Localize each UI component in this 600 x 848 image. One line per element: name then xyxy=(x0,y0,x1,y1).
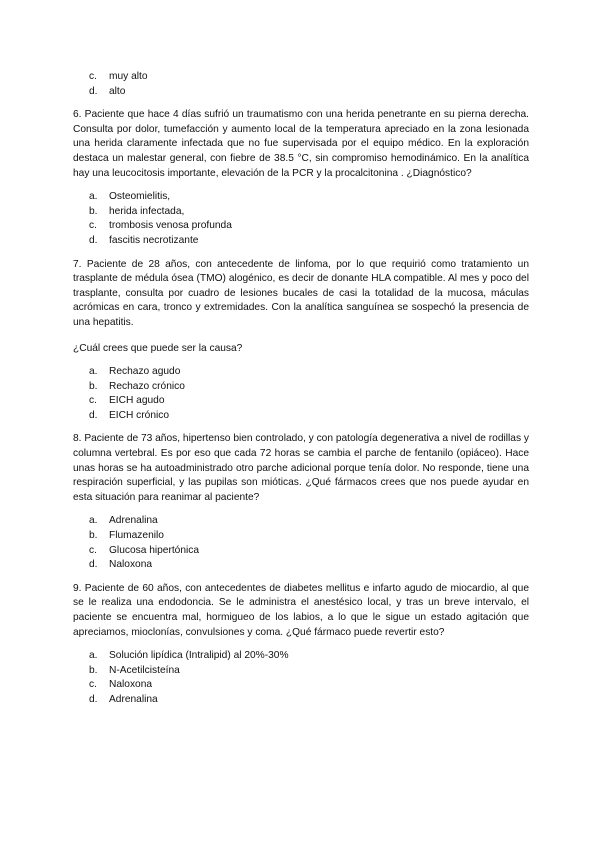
question-8-options xyxy=(73,514,529,572)
question-8-text: 8. Paciente de 73 años, hipertenso bien controlado, y con patología degenerativa a nivel de rodillas y columna vertebral. Es por eso que cada 72 horas se cambia el parche de fentanilo (opiáceo). Hace unas horas se ha autoadministrado otro parche adicional porque tenía dolor. No responde, tiene una respiración superficial, y las pupilas son mióticas. ¿Qué fármacos crees que nos puede ayudar en esta situación para reanimar al paciente? xyxy=(73,433,529,503)
list-item xyxy=(73,234,529,249)
option-marker: a. xyxy=(89,515,98,527)
option-text: EICH agudo xyxy=(109,395,165,407)
option-text: fascitis necrotizante xyxy=(109,234,199,246)
option-marker: a. xyxy=(89,191,98,203)
list-item xyxy=(73,85,529,100)
question-6-options xyxy=(73,190,529,248)
list-item xyxy=(73,365,529,380)
option-text: Naloxona xyxy=(109,679,153,691)
option-marker: b. xyxy=(89,530,98,542)
list-item xyxy=(73,649,529,664)
list-item xyxy=(73,664,529,679)
option-text: Naloxona xyxy=(109,559,153,571)
option-text: Solución lipídica (Intralipid) al 20%-30% xyxy=(109,650,289,662)
list-item xyxy=(73,529,529,544)
option-text: Rechazo agudo xyxy=(109,366,181,378)
list-item xyxy=(73,205,529,220)
option-text: Adrenalina xyxy=(109,693,158,705)
list-item xyxy=(73,558,529,573)
list-item xyxy=(73,380,529,395)
option-text: herida infectada, xyxy=(109,205,185,217)
option-text: EICH crónico xyxy=(109,409,170,421)
option-marker: d. xyxy=(89,559,98,571)
document-page xyxy=(73,70,529,708)
option-marker: d. xyxy=(89,409,98,421)
option-text: alto xyxy=(109,85,126,97)
option-text: N-Acetilcisteína xyxy=(109,664,180,676)
list-item xyxy=(73,678,529,693)
option-marker: b. xyxy=(89,664,98,676)
option-text: muy alto xyxy=(109,71,148,82)
option-text: Osteomielitis, xyxy=(109,191,171,203)
question-7-subtext: ¿Cuál crees que puede ser la causa? xyxy=(73,342,243,354)
list-item xyxy=(73,70,529,85)
question-9-text: 9. Paciente de 60 años, con antecedentes de diabetes mellitus e infarto agudo de miocardio, al que se le realiza una endodoncia. Se le administra el anestésico local, y tras un breve intervalo, el paciente se encuentra mal, hormigueo de los labios, a lo que le sigue un estado agitación que apreciamos, mioclonías, convulsiones y coma. ¿Qué fármaco puede revertir esto? xyxy=(73,582,529,638)
option-text: trombosis venosa profunda xyxy=(109,220,232,232)
option-text: Rechazo crónico xyxy=(109,380,185,392)
option-marker: b. xyxy=(89,205,98,217)
list-item xyxy=(73,394,529,409)
list-item xyxy=(73,514,529,529)
option-marker: c. xyxy=(89,220,97,232)
list-item xyxy=(73,190,529,205)
option-marker: d. xyxy=(89,234,98,246)
option-marker: a. xyxy=(89,650,98,662)
question-7-options xyxy=(73,365,529,423)
option-text: Flumazenilo xyxy=(109,530,164,542)
option-marker: b. xyxy=(89,380,98,392)
previous-question-options xyxy=(73,70,529,99)
option-marker: c. xyxy=(89,71,97,82)
option-marker: c. xyxy=(89,679,97,691)
option-marker: c. xyxy=(89,544,97,556)
option-marker: d. xyxy=(89,693,98,705)
list-item xyxy=(73,219,529,234)
question-9-options xyxy=(73,649,529,707)
option-text: Adrenalina xyxy=(109,515,158,527)
list-item xyxy=(73,693,529,708)
list-item xyxy=(73,544,529,559)
option-text: Glucosa hipertónica xyxy=(109,544,200,556)
list-item xyxy=(73,409,529,424)
option-marker: c. xyxy=(89,395,97,407)
option-marker: d. xyxy=(89,85,98,97)
question-7-text: 7. Paciente de 28 años, con antecedente de linfoma, por lo que requirió como tratamiento un trasplante de médula ósea (TMO) alogénico, es decir de donante HLA compatible. Al mes y poco del trasplante, consulta por cuadro de lesiones bucales de casi la totalidad de la mucosa, máculas acrómicas en cara, tronco y extremidades. Con la analítica sanguínea se sospechó la presencia de una hepatitis. xyxy=(73,258,529,328)
question-6-text: 6. Paciente que hace 4 días sufrió un traumatismo con una herida penetrante en su pierna derecha. Consulta por dolor, tumefacción y aumento local de la temperatura apreciado en la zona lesionada una herida claramente infectada que no fue supervisada por el equipo médico. En la exploración destaca un malestar general, con fiebre de 38.5 °C, sin compromiso hemodinámico. En la analítica hay una leucocitosis importante, elevación de la PCR y la procalcitonina . ¿Diagnóstico? xyxy=(73,109,529,179)
option-marker: a. xyxy=(89,366,98,378)
